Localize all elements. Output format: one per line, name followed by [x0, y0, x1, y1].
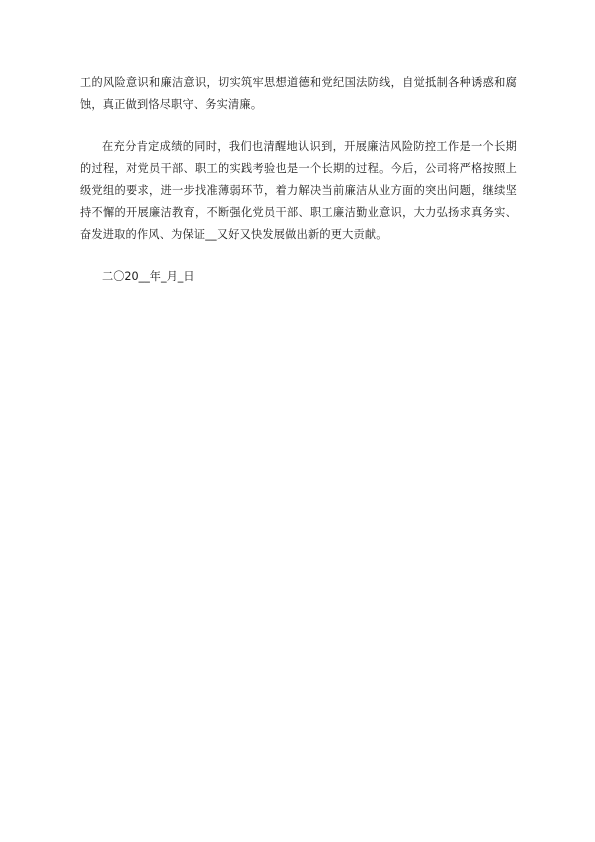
- paragraph-continuation: 工的风险意识和廉洁意识，切实筑牢思想道德和党纪国法防线，自觉抵制各种诱惑和腐蚀，真正做到恪尽职守、务实清廉。: [80, 76, 517, 111]
- document-body: [80, 72, 517, 299]
- paragraph-conclusion: 在充分肯定成绩的同时，我们也清醒地认识到，开展廉洁风险防控工作是一个长期的过程，对党员干部、职工的实践考验也是一个长期的过程。今后，公司将严格按照上级党组的要求，进一步找准薄弱环节，着力解决当前廉洁从业方面的突出问题，继续坚持不懈的开展廉洁教育，不断强化党员干部、职工廉洁勤业意识，大力弘扬求真务实、奋发进取的作风、为保证__又好又快发展做出新的更大贡献。: [80, 140, 517, 241]
- document-date: 二〇20__年_月_日: [102, 270, 195, 283]
